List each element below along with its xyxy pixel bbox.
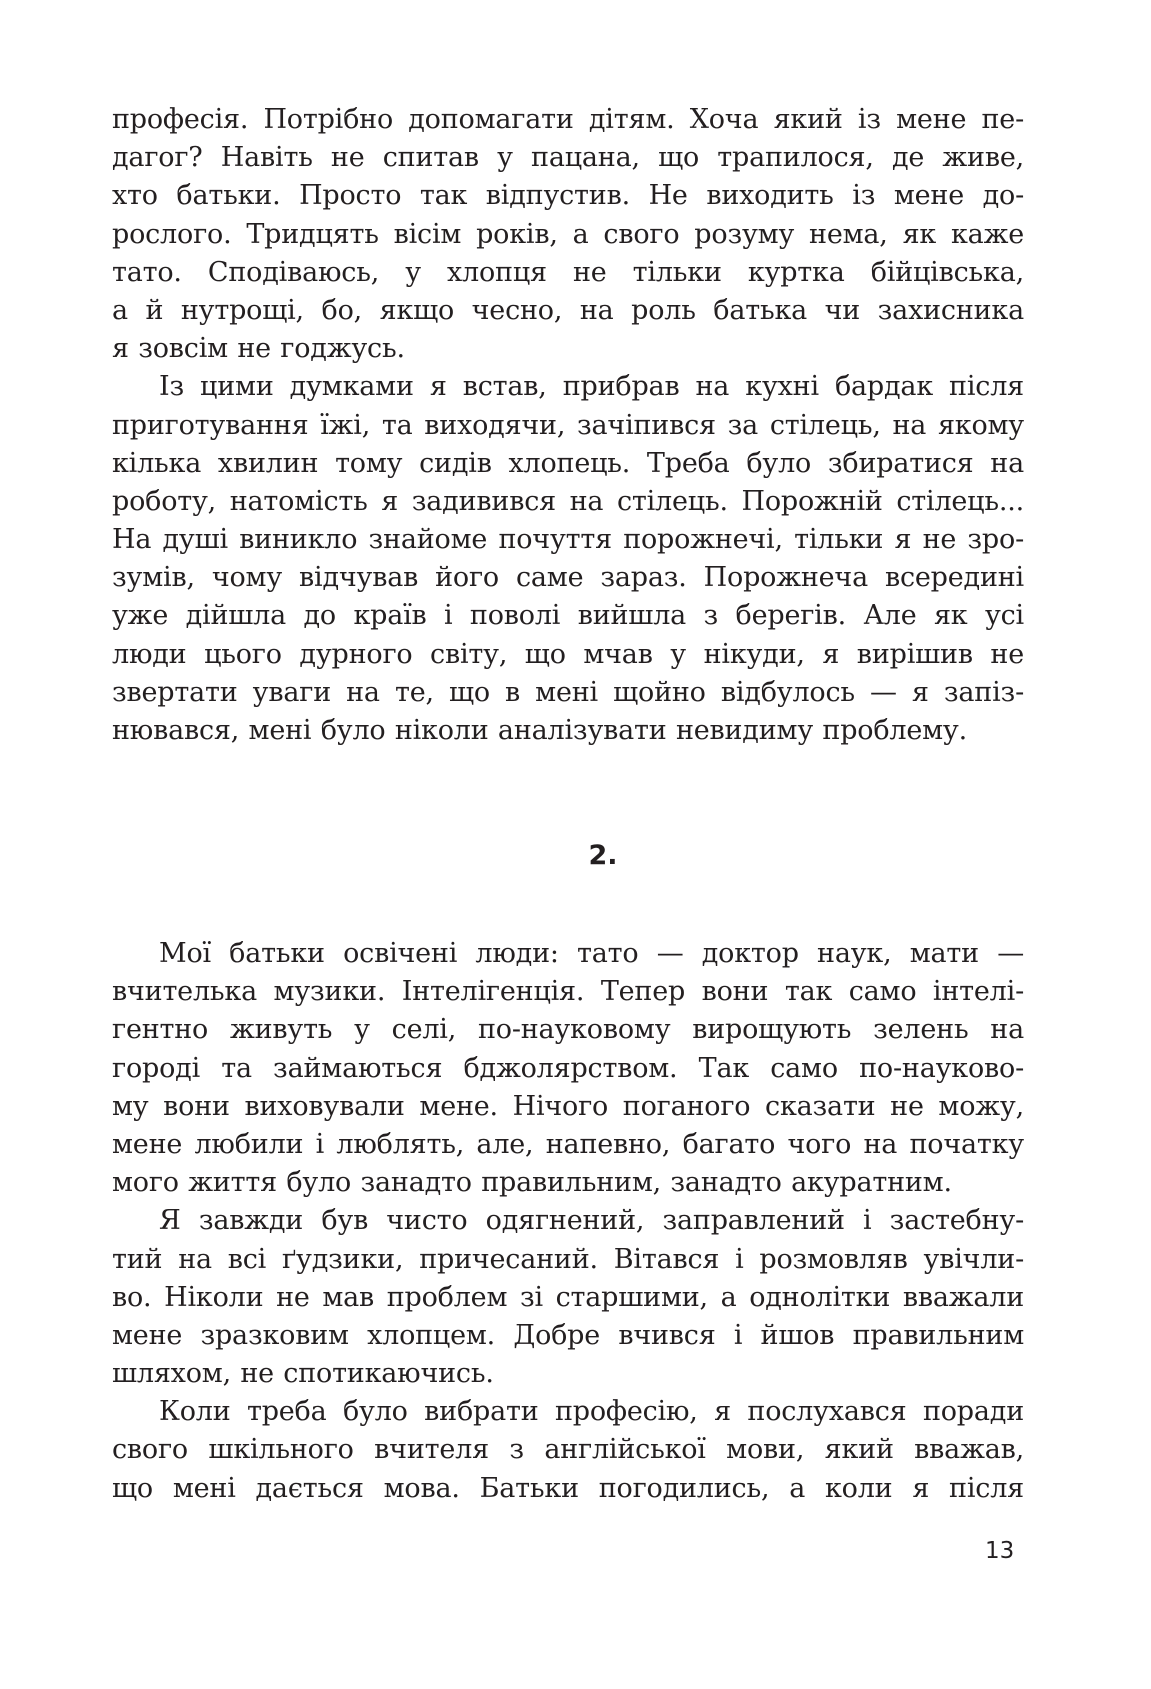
text-line: кілька хвилин тому сидів хлопець. Треба було збиратися на bbox=[112, 447, 1024, 479]
paragraph bbox=[112, 935, 1024, 1202]
paragraph bbox=[112, 1202, 1024, 1393]
text-section-2 bbox=[112, 935, 1024, 1508]
text-line: Із цими думками я встав, прибрав на кухні бардак після bbox=[159, 371, 1024, 403]
paragraph bbox=[112, 1393, 1024, 1508]
chapter-number: 2. bbox=[588, 840, 618, 871]
text-line: городі та займаються бджолярством. Так само по-науково- bbox=[112, 1052, 1024, 1084]
text-line: рослого. Тридцять вісім років, а свого розуму нема, як каже bbox=[112, 218, 1024, 250]
text-line: професія. Потрібно допомагати дітям. Хоча який із мене пе- bbox=[112, 104, 1024, 135]
text-line: я зовсім не годжусь. bbox=[112, 333, 405, 365]
text-line: а й нутрощі, бо, якщо чесно, на роль батька чи захисника bbox=[112, 294, 1024, 326]
text-line: гентно живуть у селі, по-науковому вирощують зелень на bbox=[112, 1014, 1024, 1046]
paragraph bbox=[112, 101, 1024, 368]
text-line: мого життя було занадто правильним, занадто акуратним. bbox=[112, 1167, 952, 1199]
text-line: уже дійшла до країв і поволі вийшла з берегів. Але як усі bbox=[112, 600, 1024, 632]
text-line: во. Ніколи не мав проблем зі старшими, а однолітки вважали bbox=[112, 1281, 1024, 1313]
text-line: шляхом, не спотикаючись. bbox=[112, 1358, 494, 1390]
text-section-1 bbox=[112, 101, 1024, 750]
text-line: вчителька музики. Інтелігенція. Тепер вони так само інтелі- bbox=[112, 976, 1024, 1008]
paragraph bbox=[112, 368, 1024, 750]
text-line: Я завжди був чисто одягнений, заправлений і застебну- bbox=[159, 1205, 1024, 1237]
text-line: мене любили і люблять, але, напевно, багато чого на початку bbox=[112, 1128, 1024, 1160]
text-line: люди цього дурного світу, що мчав у нікуди, я вирішив не bbox=[112, 638, 1024, 670]
text-line: Коли треба було вибрати професію, я послухався поради bbox=[159, 1396, 1024, 1428]
text-line: роботу, натомість я задивився на стілець. Порожній стілець... bbox=[112, 485, 1024, 517]
text-line: На душі виникло знайоме почуття порожнечі, тільки я не зро- bbox=[112, 524, 1024, 556]
text-line: зумів, чому відчував його саме зараз. Порожнеча всередині bbox=[112, 562, 1024, 594]
text-line: тий на всі ґудзики, причесаний. Вітався і розмовляв увічли- bbox=[112, 1243, 1024, 1275]
text-line: тато. Сподіваюсь, у хлопця не тільки куртка бійцівська, bbox=[112, 256, 1024, 288]
text-line: нювався, мені було ніколи аналізувати невидиму проблему. bbox=[112, 715, 967, 746]
text-line: дагог? Навіть не спитав у пацана, що трапилося, де живе, bbox=[112, 142, 1024, 174]
text-line: Мої батьки освічені люди: тато — доктор наук, мати — bbox=[159, 938, 1024, 969]
text-line: що мені дається мова. Батьки погодились, а коли я після bbox=[112, 1472, 1024, 1504]
text-line: мене зразковим хлопцем. Добре вчився і йшов правильним bbox=[112, 1319, 1024, 1351]
page-number: 13 bbox=[985, 1538, 1015, 1564]
text-line: хто батьки. Просто так відпустив. Не виходить із мене до- bbox=[112, 180, 1024, 212]
text-line: звертати уваги на те, що в мені щойно відбулось — я запіз- bbox=[112, 676, 1024, 708]
text-line: приготування їжі, та виходячи, зачіпився за стілець, на якому bbox=[112, 409, 1024, 441]
text-line: свого шкільного вчителя з англійської мови, який вважав, bbox=[112, 1434, 1024, 1466]
text-line: му вони виховували мене. Нічого поганого сказати не можу, bbox=[112, 1090, 1024, 1122]
